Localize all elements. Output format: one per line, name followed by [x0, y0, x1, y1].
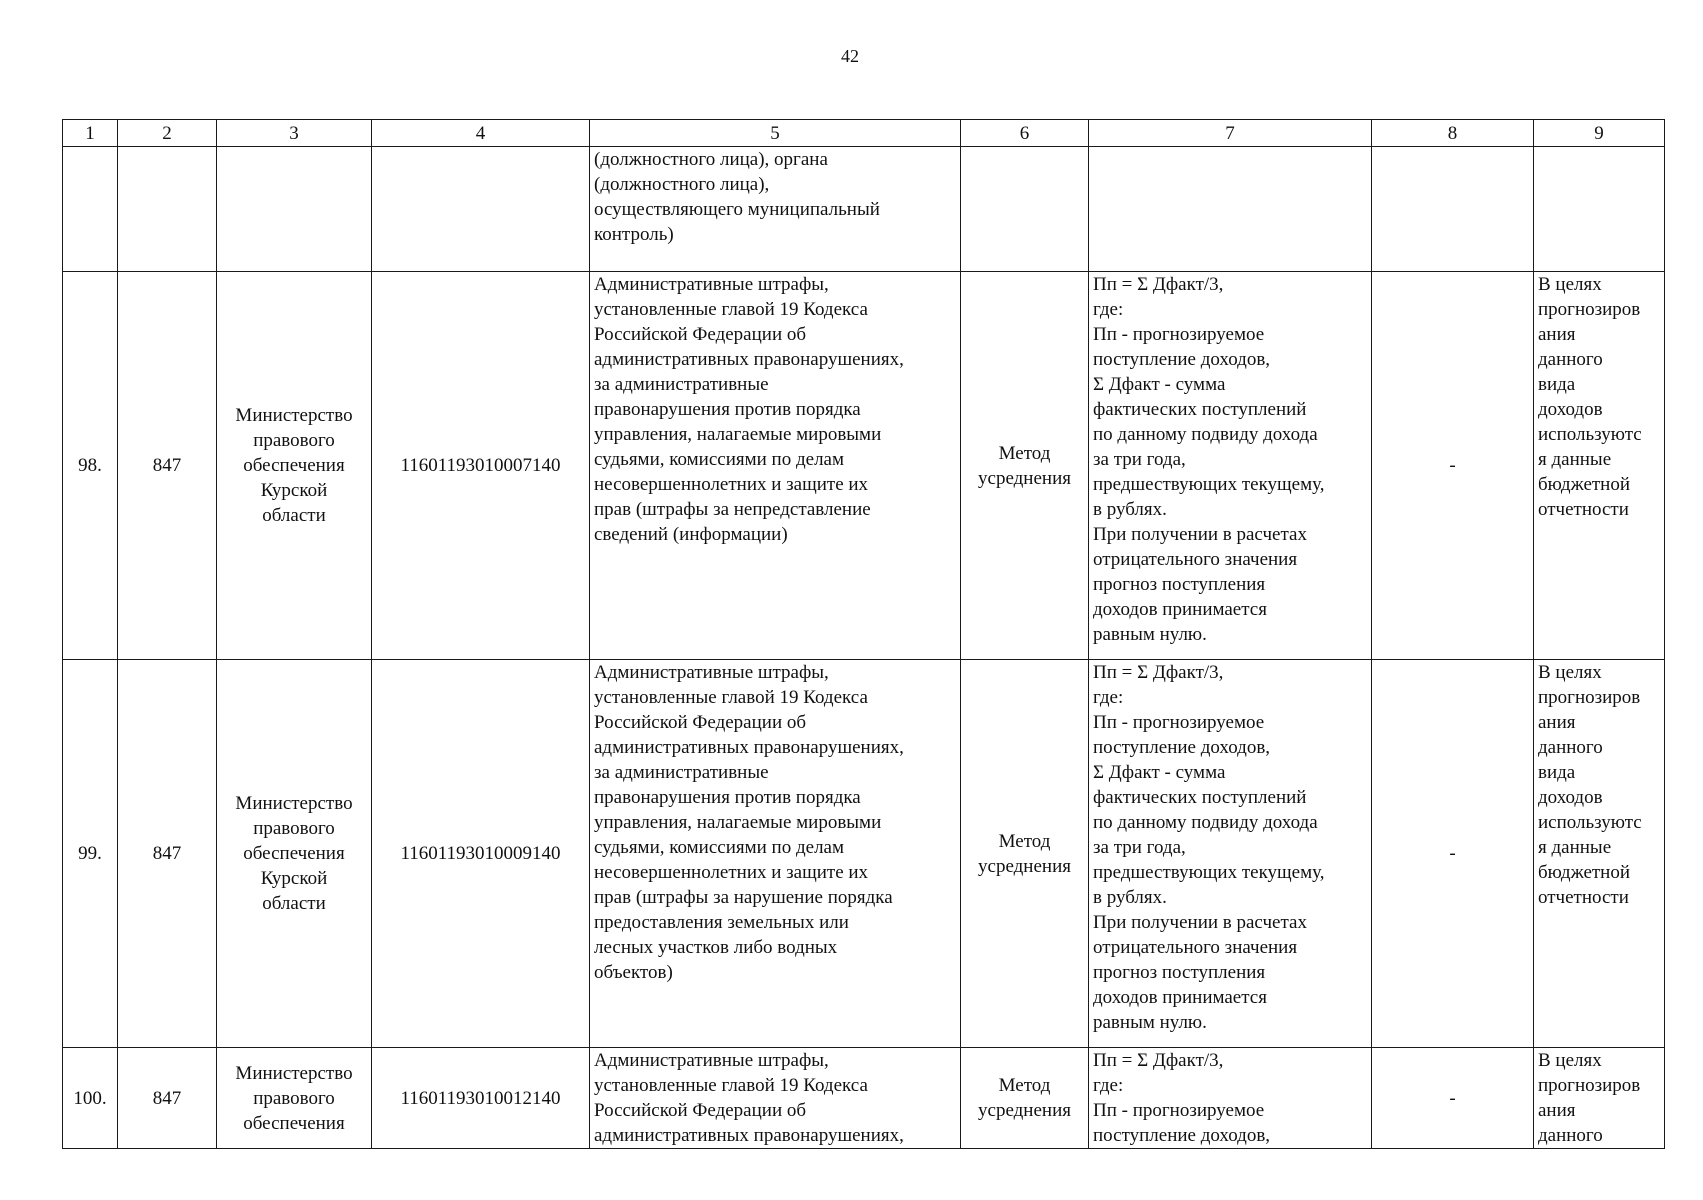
text-line: правонарушения против порядка	[594, 399, 861, 420]
text-line: отчетности	[1538, 499, 1629, 520]
text-line: предшествующих текущему,	[1093, 474, 1325, 495]
text-line: установленные главой 19 Кодекса	[594, 1075, 868, 1096]
text-line: Российской Федерации об	[594, 712, 807, 733]
text-line: В целях	[1538, 1050, 1602, 1071]
text-line: равным нулю.	[1093, 624, 1207, 645]
row-number: 100.	[63, 1048, 118, 1149]
column-number: 3	[217, 120, 372, 147]
text-line: прав (штрафы за нарушение порядка	[594, 887, 893, 908]
table-row	[63, 660, 1665, 1048]
text-line: Российской Федерации об	[594, 1100, 807, 1121]
text-line: Пп = Σ Дфакт/3,	[1093, 1050, 1224, 1071]
text-line: бюджетной	[1538, 862, 1631, 883]
text-line: Пп = Σ Дфакт/3,	[1093, 274, 1224, 295]
text-line: контроль)	[594, 224, 674, 245]
text-line: отрицательного значения	[1093, 549, 1298, 570]
text-line: прав (штрафы за непредставление	[594, 499, 871, 520]
text-line: управления, налагаемые мировыми	[594, 812, 882, 833]
continuation-row	[63, 147, 1665, 272]
text-line: усреднения	[978, 467, 1071, 489]
text-line: прогноз поступления	[1093, 962, 1266, 983]
text-line: административных правонарушениях,	[594, 1125, 904, 1146]
text-line: бюджетной	[1538, 474, 1631, 495]
forecast-method	[961, 660, 1089, 1048]
column-8-value: -	[1372, 1048, 1534, 1149]
text-line: Курской	[260, 868, 328, 889]
budget-code: 11601193010009140	[372, 660, 590, 1048]
forecast-method	[961, 272, 1089, 660]
text-line: равным нулю.	[1093, 1012, 1207, 1033]
empty-cell	[118, 147, 217, 272]
text-line: Пп - прогнозируемое	[1093, 324, 1265, 345]
text-line: за административные	[594, 762, 769, 783]
text-line: усреднения	[978, 1100, 1071, 1121]
text-line: Σ Дфакт - сумма	[1093, 374, 1226, 395]
text-line: судьями, комиссиями по делам	[594, 449, 845, 470]
text-line: правового	[253, 1087, 335, 1109]
column-number: 6	[961, 120, 1089, 147]
text-line: Метод	[998, 830, 1051, 852]
text-line: где:	[1093, 1075, 1124, 1096]
text-line: Административные штрафы,	[594, 662, 829, 683]
text-line: лесных участков либо водных	[594, 937, 838, 958]
forecast-formula	[1089, 660, 1372, 1048]
text-line: поступление доходов,	[1093, 1125, 1271, 1146]
column-number: 4	[372, 120, 590, 147]
text-line: доходов принимается	[1093, 599, 1267, 620]
text-line: области	[262, 505, 326, 526]
empty-cell	[217, 147, 372, 272]
text-line: данного	[1538, 737, 1603, 758]
text-line: прогноз поступления	[1093, 574, 1266, 595]
text-line: (должностного лица),	[594, 174, 770, 195]
text-line: я данные	[1538, 449, 1612, 470]
organization-name	[217, 1048, 372, 1149]
text-line: правового	[253, 430, 335, 451]
text-line: Министерство	[235, 405, 353, 426]
empty-cell	[1089, 147, 1372, 272]
text-line: Курской	[260, 480, 328, 501]
empty-cell	[1372, 147, 1534, 272]
text-line: несовершеннолетних и защите их	[594, 862, 869, 883]
row-number: 99.	[63, 660, 118, 1048]
text-line: Российской Федерации об	[594, 324, 807, 345]
text-line: доходов	[1538, 399, 1603, 420]
text-line: поступление доходов,	[1093, 737, 1271, 758]
text-line: предшествующих текущему,	[1093, 862, 1325, 883]
text-line: При получении в расчетах	[1093, 912, 1307, 933]
organization-name	[217, 272, 372, 660]
column-number: 9	[1534, 120, 1665, 147]
text-line: области	[262, 893, 326, 914]
text-line: вида	[1538, 374, 1576, 395]
column-number: 7	[1089, 120, 1372, 147]
text-line: правового	[253, 818, 335, 839]
text-line: за три года,	[1093, 449, 1186, 470]
text-line: управления, налагаемые мировыми	[594, 424, 882, 445]
organization-name	[217, 660, 372, 1048]
column-number-row	[63, 120, 1665, 147]
text-line: установленные главой 19 Кодекса	[594, 299, 868, 320]
text-line: Пп - прогнозируемое	[1093, 1100, 1265, 1121]
text-line: Σ Дфакт - сумма	[1093, 762, 1226, 783]
text-line: доходов принимается	[1093, 987, 1267, 1008]
income-description	[590, 272, 961, 660]
text-line: в рублях.	[1093, 887, 1167, 908]
admin-code: 847	[118, 272, 217, 660]
text-line: по данному подвиду дохода	[1093, 812, 1318, 833]
text-line: сведений (информации)	[594, 524, 788, 545]
budget-code: 11601193010012140	[372, 1048, 590, 1149]
forecast-method	[961, 1048, 1089, 1149]
text-line: обеспечения	[243, 1112, 345, 1134]
text-line: данного	[1538, 1125, 1603, 1146]
text-line: Административные штрафы,	[594, 274, 829, 295]
admin-code: 847	[118, 660, 217, 1048]
page-number: 42	[841, 46, 859, 66]
text-line: судьями, комиссиями по делам	[594, 837, 845, 858]
row-number: 98.	[63, 272, 118, 660]
text-line: правонарушения против порядка	[594, 787, 861, 808]
text-line: административных правонарушениях,	[594, 737, 904, 758]
text-line: Метод	[998, 1075, 1051, 1096]
text-line: осуществляющего муниципальный	[594, 199, 880, 220]
empty-cell	[961, 147, 1089, 272]
text-line: обеспечения	[243, 455, 345, 476]
budget-code: 11601193010007140	[372, 272, 590, 660]
text-line: по данному подвиду дохода	[1093, 424, 1318, 445]
empty-cell	[63, 147, 118, 272]
column-number: 1	[63, 120, 118, 147]
text-line: Министерство	[235, 1062, 353, 1084]
text-line: ания	[1538, 324, 1576, 345]
text-line: за три года,	[1093, 837, 1186, 858]
income-description	[590, 660, 961, 1048]
empty-cell	[1534, 147, 1665, 272]
column-8-value: -	[1372, 272, 1534, 660]
column-8-value: -	[1372, 660, 1534, 1048]
text-line: где:	[1093, 299, 1124, 320]
text-line: отрицательного значения	[1093, 937, 1298, 958]
table-row	[63, 1048, 1665, 1149]
text-line: используютс	[1538, 812, 1642, 833]
text-line: усреднения	[978, 855, 1071, 877]
income-description	[590, 1048, 961, 1149]
text-line: предоставления земельных или	[594, 912, 849, 933]
text-line: прогнозиров	[1538, 687, 1641, 708]
text-line: ания	[1538, 712, 1576, 733]
forecast-purpose	[1534, 660, 1665, 1048]
admin-code: 847	[118, 1048, 217, 1149]
text-line: вида	[1538, 762, 1576, 783]
text-line: прогнозиров	[1538, 299, 1641, 320]
text-line: обеспечения	[243, 843, 345, 864]
text-line: административных правонарушениях,	[594, 349, 904, 370]
forecast-purpose	[1534, 1048, 1665, 1149]
text-line: объектов)	[594, 962, 673, 983]
table-row	[63, 272, 1665, 660]
text-line: данного	[1538, 349, 1603, 370]
column-number: 8	[1372, 120, 1534, 147]
text-line: прогнозиров	[1538, 1075, 1641, 1096]
text-line: Пп - прогнозируемое	[1093, 712, 1265, 733]
text-line: доходов	[1538, 787, 1603, 808]
forecast-formula	[1089, 272, 1372, 660]
text-line: (должностного лица), органа	[594, 149, 828, 170]
text-line: Метод	[998, 442, 1051, 464]
text-line: фактических поступлений	[1093, 787, 1307, 808]
column-number: 2	[118, 120, 217, 147]
text-line: за административные	[594, 374, 769, 395]
income-forecast-table	[62, 119, 1665, 1149]
text-line: ания	[1538, 1100, 1576, 1121]
text-line: несовершеннолетних и защите их	[594, 474, 869, 495]
column-number: 5	[590, 120, 961, 147]
description-cell	[590, 147, 961, 272]
text-line: При получении в расчетах	[1093, 524, 1307, 545]
text-line: в рублях.	[1093, 499, 1167, 520]
text-line: установленные главой 19 Кодекса	[594, 687, 868, 708]
text-line: В целях	[1538, 662, 1602, 683]
text-line: где:	[1093, 687, 1124, 708]
text-line: Административные штрафы,	[594, 1050, 829, 1071]
empty-cell	[372, 147, 590, 272]
forecast-purpose	[1534, 272, 1665, 660]
text-line: фактических поступлений	[1093, 399, 1307, 420]
text-line: используютс	[1538, 424, 1642, 445]
text-line: отчетности	[1538, 887, 1629, 908]
forecast-formula	[1089, 1048, 1372, 1149]
text-line: я данные	[1538, 837, 1612, 858]
text-line: Пп = Σ Дфакт/3,	[1093, 662, 1224, 683]
text-line: поступление доходов,	[1093, 349, 1271, 370]
text-line: Министерство	[235, 793, 353, 814]
text-line: В целях	[1538, 274, 1602, 295]
